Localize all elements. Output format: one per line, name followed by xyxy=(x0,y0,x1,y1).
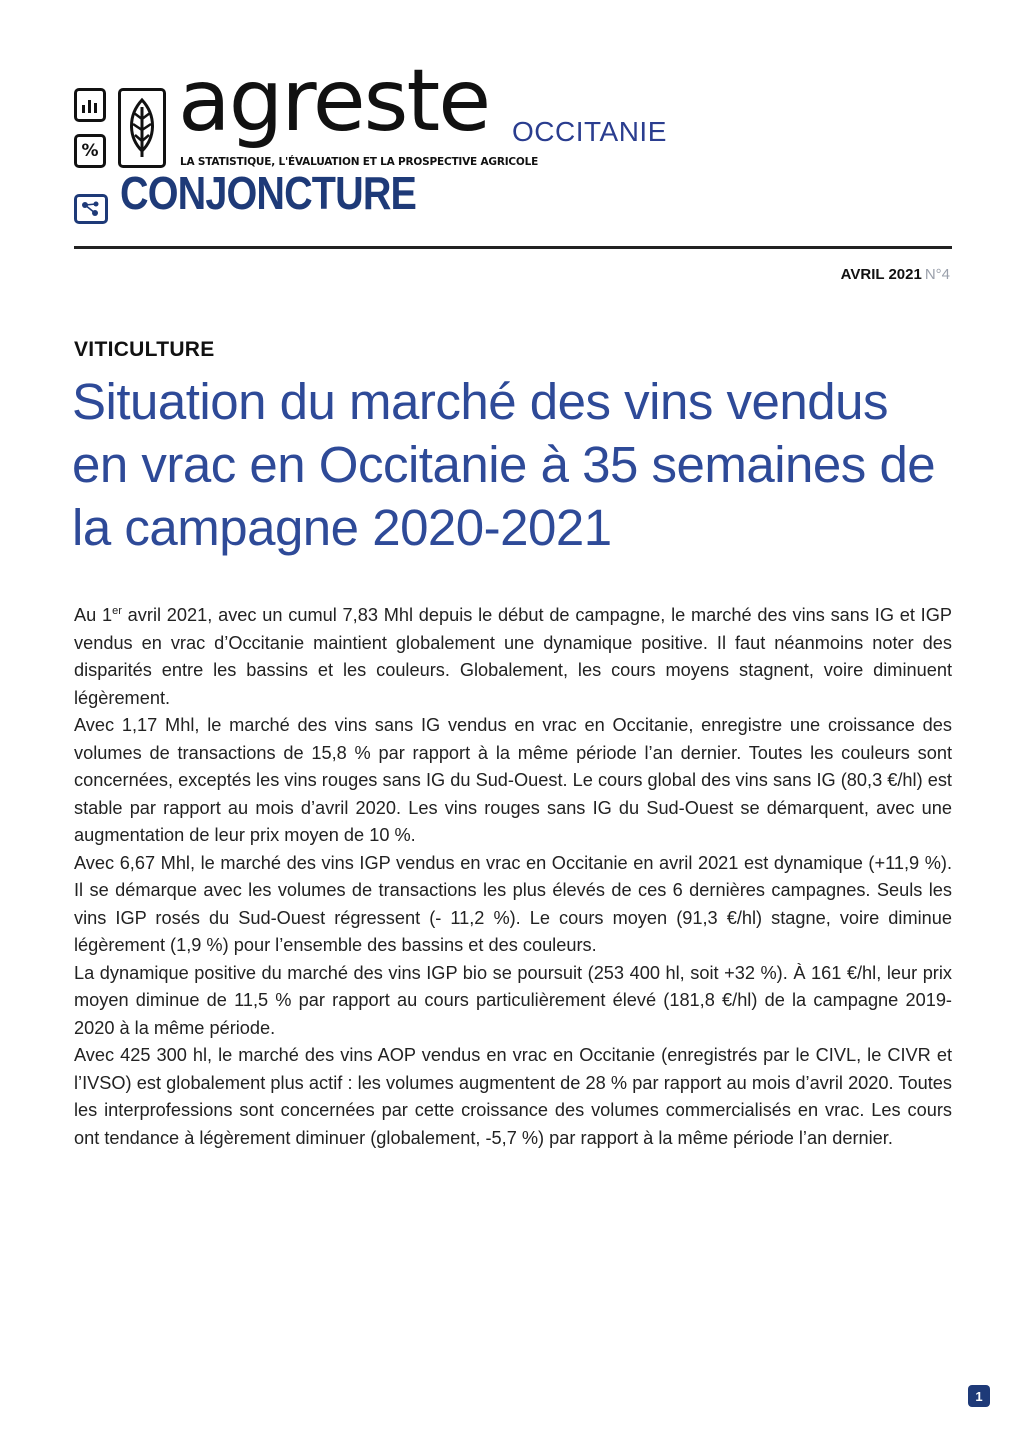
section-label: VITICULTURE xyxy=(74,338,215,361)
masthead xyxy=(74,51,954,230)
leaf-icon xyxy=(118,88,166,168)
page-number: 1 xyxy=(968,1385,990,1407)
page-title: Situation du marché des vins vendus en vrac en Occitanie à 35 semaines de la campagne 2020-2021 xyxy=(72,373,936,556)
paragraph: La dynamique positive du marché des vins IGP bio se poursuit (253 400 hl, soit +32 %). À 161 €/hl, leur prix moyen diminue de 11,5 % par rapport au cours particulièrement élevé (181,8 €/hl) de la campagne 2019-2020 à la même période. xyxy=(74,962,952,1038)
article-body xyxy=(74,598,952,1152)
header-divider xyxy=(74,246,952,249)
issue-date: AVRIL 2021 xyxy=(840,266,922,283)
paragraph: Au 1er avril 2021, avec un cumul 7,83 Mhl depuis le début de campagne, le marché des vins sans IG et IGP vendus en vrac d’Occitanie maintient globalement une dynamique positive. Il faut néanmoins noter des disparités entre les bassins et les couleurs. Globalement, les cours moyens stagnent, voire diminuent légèrement. xyxy=(74,605,953,708)
paragraph: Avec 6,67 Mhl, le marché des vins IGP vendus en vrac en Occitanie en avril 2021 est dynamique (+11,9 %). Il se démarque avec les volumes de transactions les plus élevés de ces 6 dernières campagnes. Seuls les vins IGP rosés du Sud-Ouest régressent (- 11,2 %). Le cours moyen (91,3 €/hl) stagne, voire diminue légèrement (1,9 %) pour l’ensemble des bassins et des couleurs. xyxy=(74,852,952,956)
network-icon xyxy=(74,194,108,224)
paragraph: Avec 1,17 Mhl, le marché des vins sans IG vendus en vrac en Occitanie, enregistre une croissance des volumes de transactions de 15,8 % par rapport à la même période l’an dernier. Toutes les couleurs sont concernées, exceptés les vins rouges sans IG du Sud-Ouest. Le cours global des vins sans IG (80,3 €/hl) est stable par rapport au mois d’avril 2020. Les vins rouges sans IG du Sud-Ouest se démarquent, avec une augmentation de leur prix moyen de 10 %. xyxy=(74,715,952,846)
series-title: CONJONCTURE xyxy=(120,167,417,219)
region-label: OCCITANIE xyxy=(512,116,667,147)
paragraph: Avec 425 300 hl, le marché des vins AOP vendus en vrac en Occitanie (enregistrés par le CIVL, le CIVR et l’IVSO) est globalement plus actif : les volumes augmentent de 28 % par rapport au mois d’avril 2020. Toutes les interprofessions sont concernées par cette croissance des volumes commercialisés en vrac. Les cours ont tendance à légèrement diminuer (globalement, -5,7 %) par rapport à la même période l’an dernier. xyxy=(74,1045,952,1148)
bar-chart-icon xyxy=(74,88,106,122)
issue-info xyxy=(841,266,950,283)
brand-wordmark: agreste xyxy=(178,51,490,151)
percent-icon: % xyxy=(74,134,106,168)
brand-tagline: LA STATISTIQUE, L'ÉVALUATION ET LA PROSPECTIVE AGRICOLE xyxy=(180,156,539,168)
issue-number: N°4 xyxy=(924,266,950,283)
